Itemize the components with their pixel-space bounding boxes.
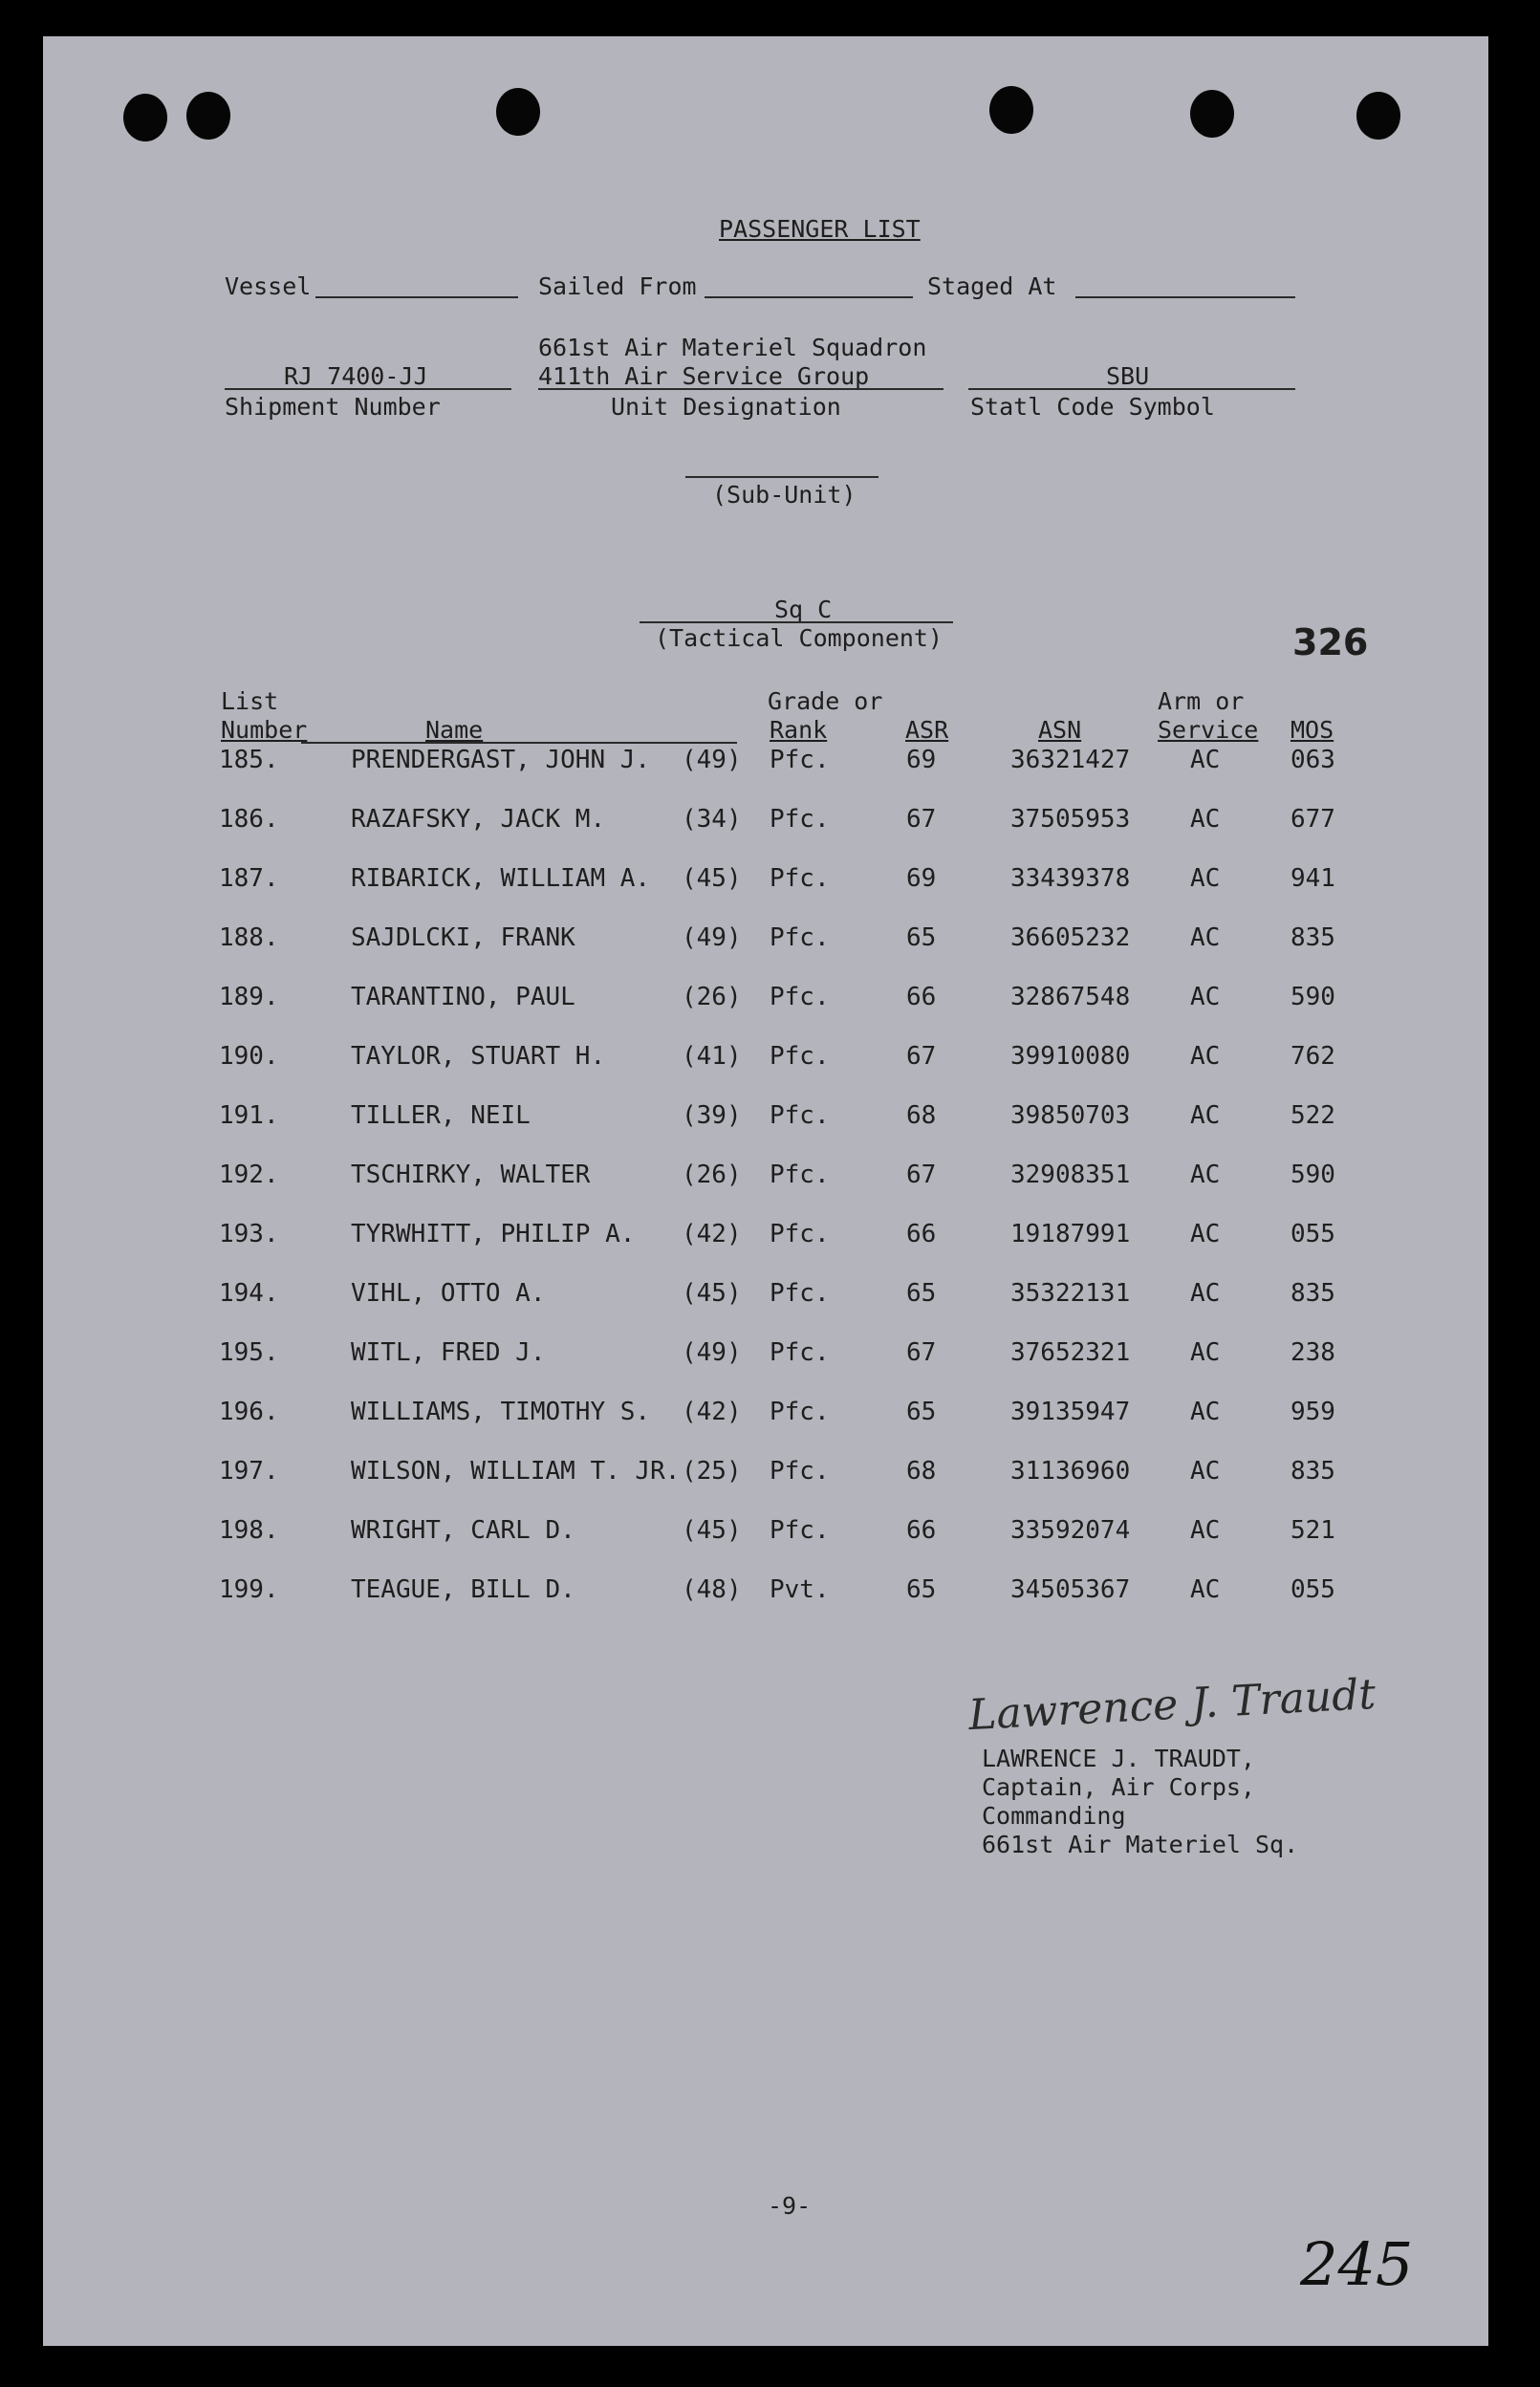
asn-cell: 39910080	[1010, 1042, 1131, 1071]
handwritten-page-number: 245	[1300, 2229, 1414, 2299]
table-row	[43, 1516, 1488, 1554]
age-cell: (26)	[682, 1161, 742, 1189]
age-cell: (48)	[682, 1575, 742, 1604]
mos-cell: 522	[1291, 1101, 1335, 1130]
asn-cell: 31136960	[1010, 1457, 1131, 1486]
mos-cell: 959	[1291, 1398, 1335, 1426]
mos-cell: 835	[1291, 923, 1335, 952]
sailed-from-label: Sailed From	[538, 272, 697, 300]
asr-cell: 65	[906, 923, 937, 952]
staged-at-blank	[1075, 296, 1295, 298]
list-number-cell: 193.	[219, 1220, 279, 1248]
asn-cell: 33439378	[1010, 864, 1131, 893]
table-row	[43, 1338, 1488, 1377]
age-cell: (26)	[682, 983, 742, 1011]
mos-cell: 835	[1291, 1279, 1335, 1308]
arm-cell: AC	[1190, 1457, 1221, 1486]
punch-hole	[123, 94, 167, 141]
table-row	[43, 1457, 1488, 1495]
asn-cell: 33592074	[1010, 1516, 1131, 1545]
arm-cell: AC	[1190, 1516, 1221, 1545]
shipment-number-value: RJ 7400-JJ	[284, 362, 428, 390]
vessel-label: Vessel	[225, 272, 312, 300]
name-cell: VIHL, OTTO A.	[351, 1279, 546, 1308]
sub-unit-underline	[685, 476, 878, 478]
mos-cell: 941	[1291, 864, 1335, 893]
list-number-cell: 199.	[219, 1575, 279, 1604]
asr-cell: 66	[906, 1516, 937, 1545]
arm-cell: AC	[1190, 1220, 1221, 1248]
table-row	[43, 1279, 1488, 1317]
mos-cell: 590	[1291, 983, 1335, 1011]
mos-cell: 835	[1291, 1457, 1335, 1486]
col-header-mos: MOS	[1291, 716, 1334, 744]
asn-cell: 32867548	[1010, 983, 1131, 1011]
list-number-cell: 185.	[219, 746, 279, 774]
asn-cell: 32908351	[1010, 1161, 1131, 1189]
age-cell: (39)	[682, 1101, 742, 1130]
mos-cell: 055	[1291, 1220, 1335, 1248]
name-cell: TEAGUE, BILL D.	[351, 1575, 575, 1604]
sailed-from-blank	[705, 296, 913, 298]
mos-cell: 677	[1291, 805, 1335, 834]
name-cell: WILSON, WILLIAM T. JR.	[351, 1457, 681, 1486]
punch-hole	[1356, 92, 1400, 140]
col-header-number: Number	[221, 716, 308, 744]
col-header-asn: ASN	[1038, 716, 1082, 744]
col-header-list: List	[221, 687, 279, 715]
asr-cell: 66	[906, 1220, 937, 1248]
punch-hole	[989, 86, 1033, 134]
name-cell: TYRWHITT, PHILIP A.	[351, 1220, 636, 1248]
handwritten-signature: Lawrence J. Traudt	[966, 1669, 1377, 1741]
col-header-asr: ASR	[905, 716, 949, 744]
rank-cell: Pfc.	[770, 1516, 830, 1545]
rank-cell: Pfc.	[770, 923, 830, 952]
asr-cell: 67	[906, 805, 937, 834]
signer-role: Commanding	[982, 1802, 1126, 1830]
asr-cell: 69	[906, 746, 937, 774]
age-cell: (34)	[682, 805, 742, 834]
name-cell: WRIGHT, CARL D.	[351, 1516, 575, 1545]
list-number-cell: 190.	[219, 1042, 279, 1071]
age-cell: (45)	[682, 1279, 742, 1308]
arm-cell: AC	[1190, 1161, 1221, 1189]
asr-cell: 69	[906, 864, 937, 893]
col-header-name: Name	[425, 716, 484, 744]
rank-cell: Pfc.	[770, 1398, 830, 1426]
list-number-cell: 189.	[219, 983, 279, 1011]
tactical-component-label: (Tactical Component)	[655, 624, 944, 652]
age-cell: (45)	[682, 1516, 742, 1545]
signer-rank: Captain, Air Corps,	[982, 1773, 1255, 1801]
arm-cell: AC	[1190, 1042, 1221, 1071]
rank-cell: Pfc.	[770, 1457, 830, 1486]
rank-cell: Pfc.	[770, 1338, 830, 1367]
list-number-cell: 194.	[219, 1279, 279, 1308]
asn-cell: 39135947	[1010, 1398, 1131, 1426]
asn-cell: 36605232	[1010, 923, 1131, 952]
asn-cell: 37505953	[1010, 805, 1131, 834]
unit-line-2: 411th Air Service Group	[538, 362, 870, 390]
name-cell: WILLIAMS, TIMOTHY S.	[351, 1398, 651, 1426]
unit-designation-underline	[538, 388, 944, 390]
arm-cell: AC	[1190, 1398, 1221, 1426]
mos-cell: 590	[1291, 1161, 1335, 1189]
asn-cell: 39850703	[1010, 1101, 1131, 1130]
arm-cell: AC	[1190, 1101, 1221, 1130]
punch-hole	[186, 92, 230, 140]
rank-cell: Pfc.	[770, 983, 830, 1011]
arm-cell: AC	[1190, 983, 1221, 1011]
table-row	[43, 1575, 1488, 1614]
table-row	[43, 1220, 1488, 1258]
rank-cell: Pfc.	[770, 746, 830, 774]
age-cell: (49)	[682, 746, 742, 774]
rank-cell: Pfc.	[770, 805, 830, 834]
document-title: PASSENGER LIST	[719, 215, 921, 243]
col-header-service: Service	[1158, 716, 1259, 744]
asn-cell: 19187991	[1010, 1220, 1131, 1248]
rank-cell: Pfc.	[770, 1161, 830, 1189]
page-stamp-number: 326	[1292, 621, 1369, 663]
name-cell: RAZAFSKY, JACK M.	[351, 805, 606, 834]
mos-cell: 063	[1291, 746, 1335, 774]
arm-cell: AC	[1190, 864, 1221, 893]
col-header-grade: Grade or	[768, 687, 883, 715]
age-cell: (42)	[682, 1220, 742, 1248]
staged-at-label: Staged At	[927, 272, 1057, 300]
asn-cell: 35322131	[1010, 1279, 1131, 1308]
table-row	[43, 746, 1488, 784]
name-cell: RIBARICK, WILLIAM A.	[351, 864, 651, 893]
shipment-number-label: Shipment Number	[225, 393, 441, 421]
arm-cell: AC	[1190, 1338, 1221, 1367]
sub-unit-label: (Sub-Unit)	[712, 481, 857, 509]
age-cell: (25)	[682, 1457, 742, 1486]
rank-cell: Pfc.	[770, 864, 830, 893]
list-number-cell: 186.	[219, 805, 279, 834]
stat-code-underline	[968, 388, 1295, 390]
arm-cell: AC	[1190, 1575, 1221, 1604]
unit-designation-label: Unit Designation	[611, 393, 841, 421]
mos-cell: 055	[1291, 1575, 1335, 1604]
tactical-component-underline	[640, 621, 953, 623]
asr-cell: 67	[906, 1161, 937, 1189]
name-cell: TILLER, NEIL	[351, 1101, 531, 1130]
document-sheet	[43, 36, 1488, 2346]
asn-cell: 36321427	[1010, 746, 1131, 774]
asr-cell: 67	[906, 1338, 937, 1367]
signer-unit: 661st Air Materiel Sq.	[982, 1831, 1299, 1858]
asr-cell: 68	[906, 1457, 937, 1486]
rank-cell: Pfc.	[770, 1101, 830, 1130]
rank-cell: Pvt.	[770, 1575, 830, 1604]
rank-cell: Pfc.	[770, 1042, 830, 1071]
asr-cell: 66	[906, 983, 937, 1011]
stat-code-value: SBU	[1106, 362, 1150, 390]
asr-cell: 65	[906, 1398, 937, 1426]
arm-cell: AC	[1190, 923, 1221, 952]
list-number-cell: 191.	[219, 1101, 279, 1130]
rank-cell: Pfc.	[770, 1279, 830, 1308]
arm-cell: AC	[1190, 746, 1221, 774]
table-row	[43, 1042, 1488, 1080]
age-cell: (49)	[682, 1338, 742, 1367]
table-row	[43, 1398, 1488, 1436]
age-cell: (49)	[682, 923, 742, 952]
col-header-arm: Arm or	[1158, 687, 1245, 715]
rank-cell: Pfc.	[770, 1220, 830, 1248]
table-row	[43, 1101, 1488, 1139]
list-number-cell: 192.	[219, 1161, 279, 1189]
table-row	[43, 1161, 1488, 1199]
signer-name: LAWRENCE J. TRAUDT,	[982, 1745, 1255, 1772]
age-cell: (42)	[682, 1398, 742, 1426]
asr-cell: 65	[906, 1575, 937, 1604]
name-cell: TAYLOR, STUART H.	[351, 1042, 606, 1071]
mos-cell: 238	[1291, 1338, 1335, 1367]
asr-cell: 65	[906, 1279, 937, 1308]
punch-hole	[1190, 90, 1234, 138]
mos-cell: 521	[1291, 1516, 1335, 1545]
name-cell: PRENDERGAST, JOHN J.	[351, 746, 651, 774]
list-number-cell: 188.	[219, 923, 279, 952]
table-row	[43, 923, 1488, 962]
asn-cell: 37652321	[1010, 1338, 1131, 1367]
arm-cell: AC	[1190, 1279, 1221, 1308]
col-header-rank: Rank	[770, 716, 828, 744]
asn-cell: 34505367	[1010, 1575, 1131, 1604]
stat-code-label: Statl Code Symbol	[970, 393, 1215, 421]
table-row	[43, 983, 1488, 1021]
unit-line-1: 661st Air Materiel Squadron	[538, 334, 927, 361]
arm-cell: AC	[1190, 805, 1221, 834]
age-cell: (41)	[682, 1042, 742, 1071]
page-number: -9-	[768, 2192, 812, 2220]
tactical-component-value: Sq C	[774, 596, 833, 623]
vessel-blank	[315, 296, 518, 298]
name-header-underline	[301, 742, 737, 744]
list-number-cell: 187.	[219, 864, 279, 893]
shipment-number-underline	[225, 388, 511, 390]
age-cell: (45)	[682, 864, 742, 893]
asr-cell: 68	[906, 1101, 937, 1130]
asr-cell: 67	[906, 1042, 937, 1071]
name-cell: TSCHIRKY, WALTER	[351, 1161, 591, 1189]
list-number-cell: 197.	[219, 1457, 279, 1486]
name-cell: WITL, FRED J.	[351, 1338, 546, 1367]
table-row	[43, 805, 1488, 843]
name-cell: TARANTINO, PAUL	[351, 983, 575, 1011]
mos-cell: 762	[1291, 1042, 1335, 1071]
list-number-cell: 198.	[219, 1516, 279, 1545]
list-number-cell: 196.	[219, 1398, 279, 1426]
table-row	[43, 864, 1488, 902]
name-cell: SAJDLCKI, FRANK	[351, 923, 575, 952]
punch-hole	[496, 88, 540, 136]
list-number-cell: 195.	[219, 1338, 279, 1367]
